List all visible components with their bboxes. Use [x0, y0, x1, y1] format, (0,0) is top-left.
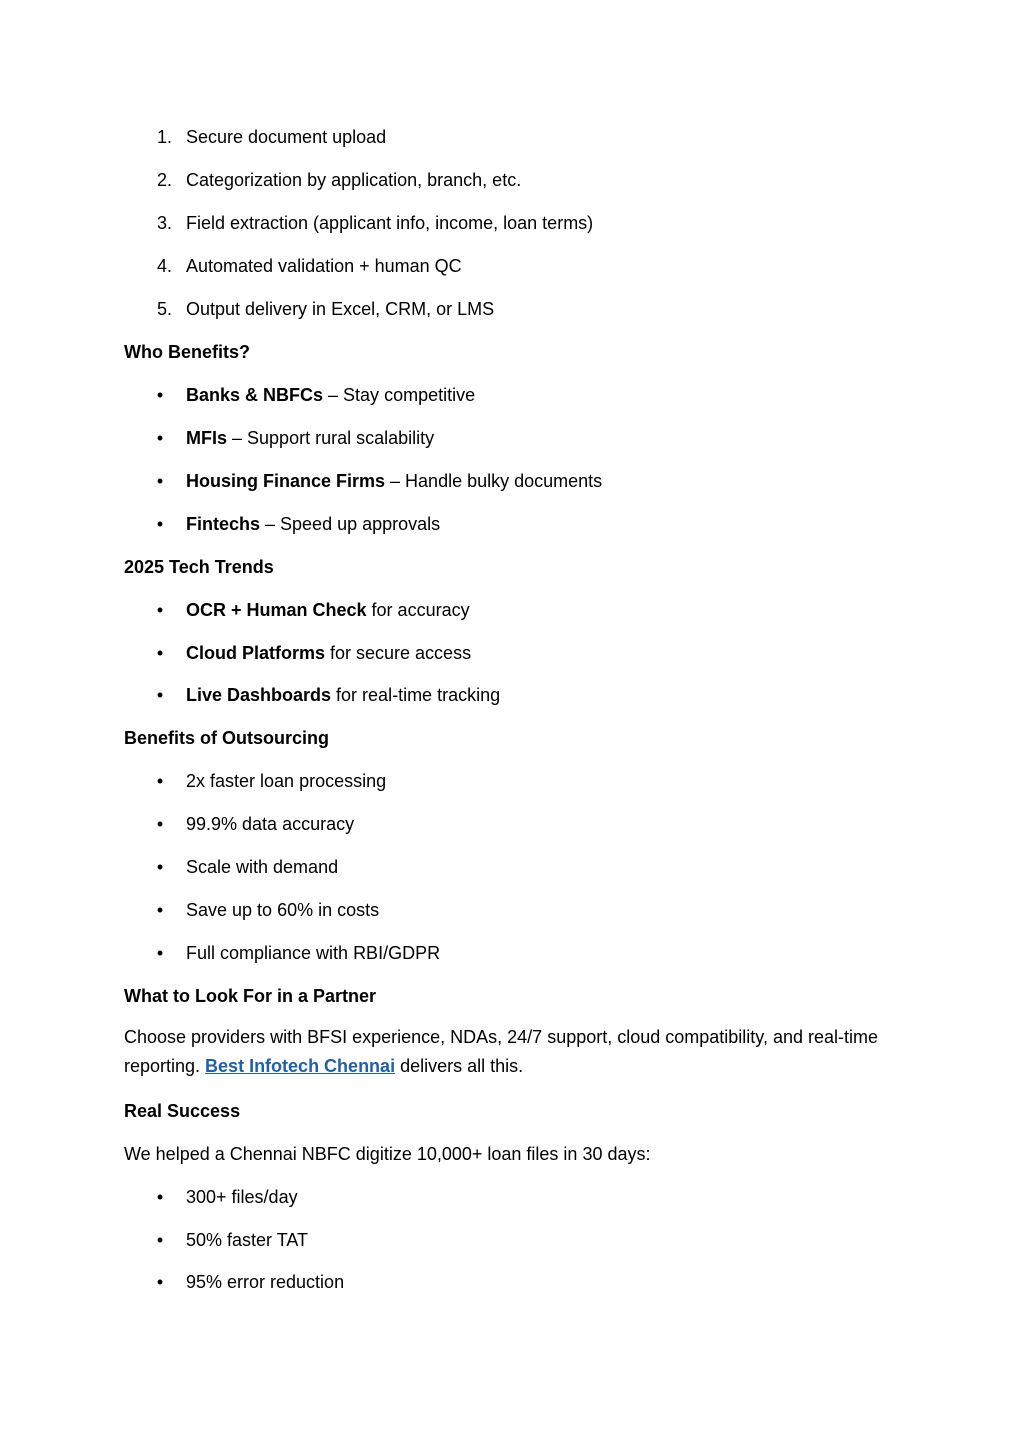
- who-benefits-item: [0, 513, 1023, 537]
- list-number: 3.: [156, 213, 172, 233]
- bullet-icon: •: [156, 900, 164, 920]
- step-text: Categorization by application, branch, etc.: [186, 170, 522, 190]
- outsourcing-item: [0, 899, 1023, 923]
- bullet-icon: •: [156, 514, 164, 534]
- best-infotech-link[interactable]: Best Infotech Chennai: [205, 1056, 396, 1076]
- tech-trend-item: [0, 684, 1023, 708]
- step-text: Secure document upload: [186, 127, 387, 147]
- item-text: Save up to 60% in costs: [186, 900, 380, 920]
- item-bold: Housing Finance Firms: [186, 471, 386, 491]
- success-item: [0, 1271, 1023, 1295]
- step-list-item: [0, 169, 1023, 193]
- step-text: Automated validation + human QC: [186, 256, 462, 276]
- item-bold: MFIs: [186, 428, 228, 448]
- success-intro: We helped a Chennai NBFC digitize 10,000+ loan files in 30 days:: [124, 1144, 651, 1164]
- success-item: [0, 1229, 1023, 1253]
- outsourcing-heading: Benefits of Outsourcing: [124, 728, 330, 748]
- step-list-item: [0, 126, 1023, 150]
- tech-trends-heading: 2025 Tech Trends: [124, 557, 274, 577]
- list-number: 5.: [156, 299, 172, 319]
- item-text: Scale with demand: [186, 857, 339, 877]
- item-text: Full compliance with RBI/GDPR: [186, 943, 441, 963]
- item-bold: Cloud Platforms: [186, 643, 326, 663]
- step-list-item: [0, 255, 1023, 279]
- bullet-icon: •: [156, 1272, 164, 1292]
- item-rest: – Stay competitive: [323, 385, 476, 405]
- bullet-icon: •: [156, 814, 164, 834]
- success-item: [0, 1186, 1023, 1210]
- bullet-icon: •: [156, 857, 164, 877]
- bullet-icon: •: [156, 943, 164, 963]
- outsourcing-item: [0, 942, 1023, 966]
- who-benefits-item: [0, 470, 1023, 494]
- outsourcing-item: [0, 856, 1023, 880]
- item-rest: for accuracy: [366, 600, 470, 620]
- who-benefits-item: [0, 384, 1023, 408]
- step-list-item: [0, 298, 1023, 322]
- list-number: 4.: [156, 256, 172, 276]
- item-bold: OCR + Human Check: [186, 600, 367, 620]
- partner-text-before: Choose providers with BFSI experience, NDAs, 24/7 support, cloud compatibility, and real-time reporting.: [124, 1027, 879, 1076]
- item-rest: – Support rural scalability: [227, 428, 435, 448]
- who-benefits-item: [0, 427, 1023, 451]
- bullet-icon: •: [156, 1230, 164, 1250]
- step-text: Field extraction (applicant info, income, loan terms): [186, 213, 594, 233]
- tech-trend-item: [0, 599, 1023, 623]
- item-text: 50% faster TAT: [186, 1230, 309, 1250]
- item-text: 99.9% data accuracy: [186, 814, 355, 834]
- bullet-icon: •: [156, 428, 164, 448]
- outsourcing-item: [0, 813, 1023, 837]
- item-text: 300+ files/day: [186, 1187, 298, 1207]
- list-number: 2.: [156, 170, 172, 190]
- bullet-icon: •: [156, 385, 164, 405]
- outsourcing-item: [0, 770, 1023, 794]
- step-list-item: [0, 212, 1023, 236]
- item-bold: Live Dashboards: [186, 685, 332, 705]
- step-text: Output delivery in Excel, CRM, or LMS: [186, 299, 495, 319]
- partner-paragraph: [124, 1023, 884, 1081]
- success-heading: Real Success: [124, 1101, 241, 1121]
- bullet-icon: •: [156, 471, 164, 491]
- item-bold: Banks & NBFCs: [186, 385, 324, 405]
- list-number: 1.: [156, 127, 172, 147]
- bullet-icon: •: [156, 771, 164, 791]
- item-rest: – Speed up approvals: [260, 514, 441, 534]
- bullet-icon: •: [156, 1187, 164, 1207]
- item-rest: for secure access: [325, 643, 472, 663]
- item-text: 95% error reduction: [186, 1272, 345, 1292]
- bullet-icon: •: [156, 600, 164, 620]
- tech-trend-item: [0, 642, 1023, 666]
- item-bold: Fintechs: [186, 514, 261, 534]
- who-benefits-heading: Who Benefits?: [124, 342, 250, 362]
- item-text: 2x faster loan processing: [186, 771, 387, 791]
- bullet-icon: •: [156, 685, 164, 705]
- item-rest: for real-time tracking: [331, 685, 501, 705]
- partner-text-after: delivers all this.: [395, 1056, 524, 1076]
- item-rest: – Handle bulky documents: [385, 471, 603, 491]
- partner-heading: What to Look For in a Partner: [124, 986, 377, 1006]
- bullet-icon: •: [156, 643, 164, 663]
